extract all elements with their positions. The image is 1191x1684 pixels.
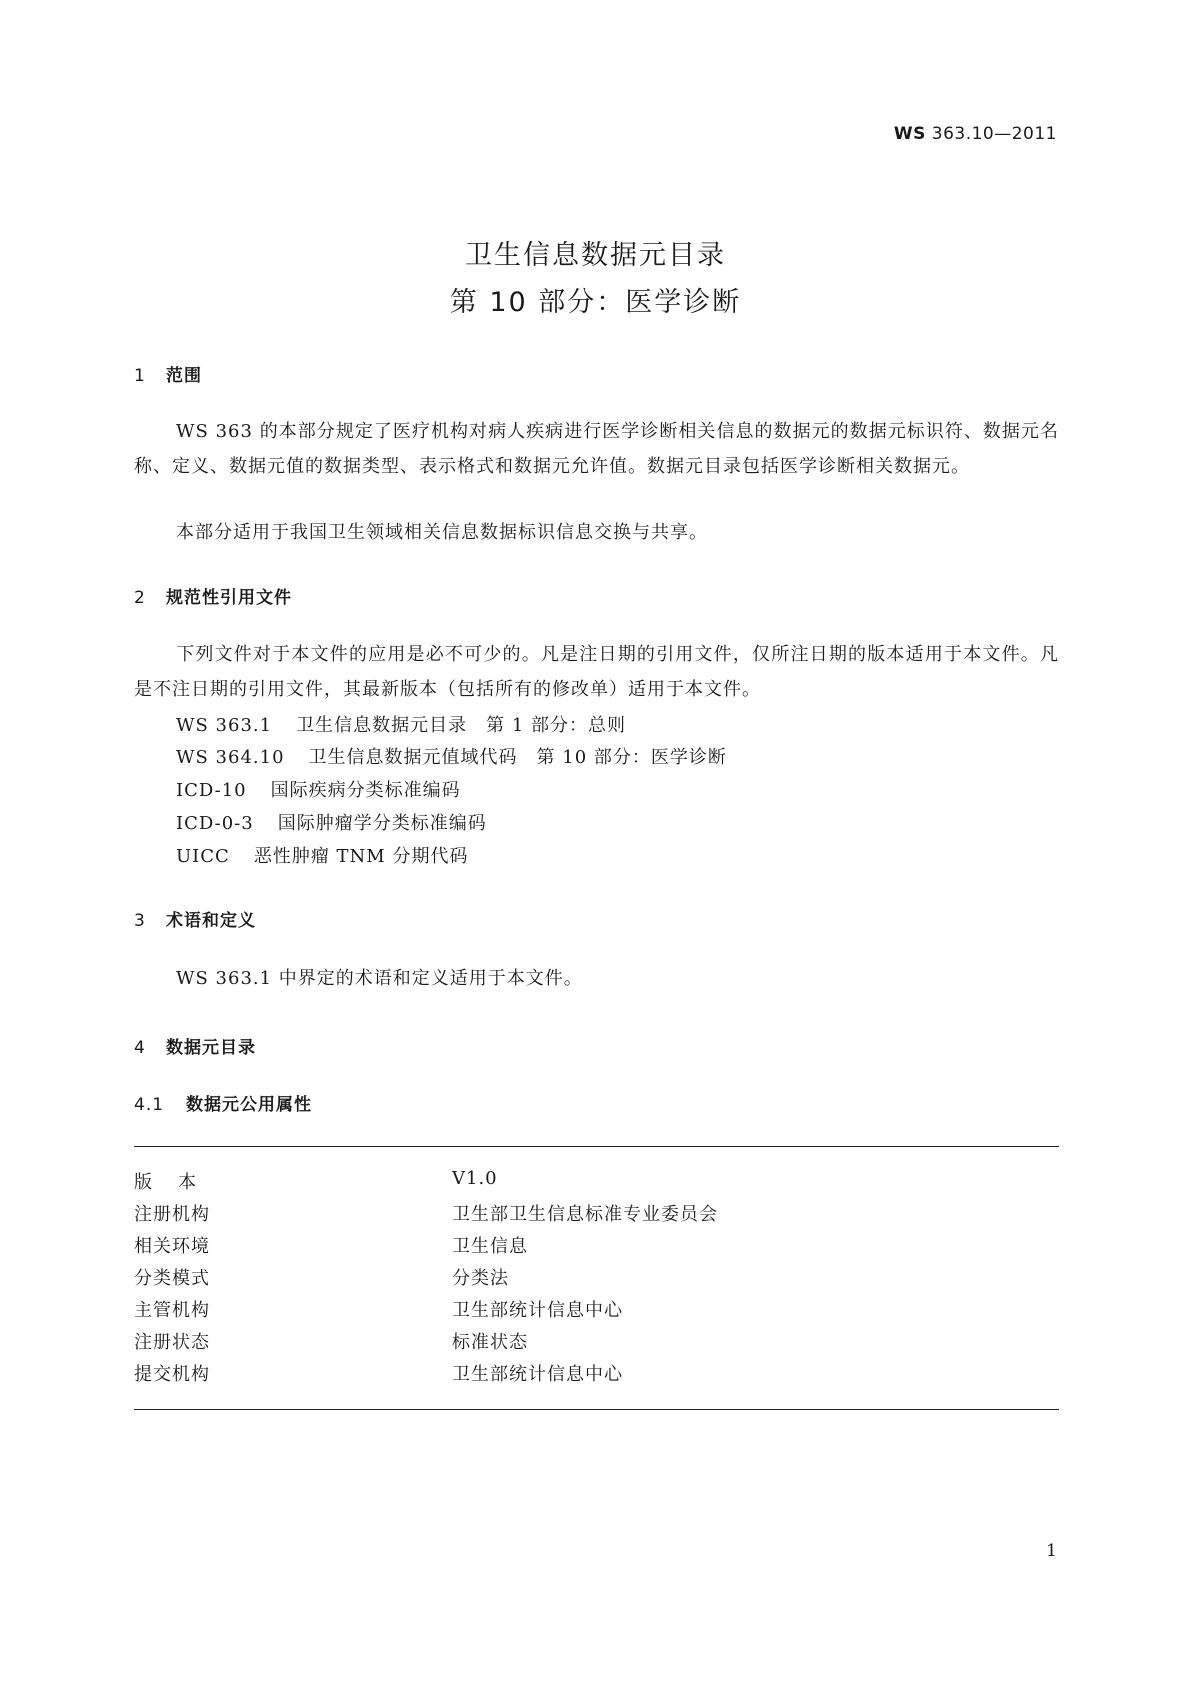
- attribute-key: 提交机构: [134, 1364, 210, 1385]
- paragraph-text: 下列文件对于本文件的应用是必不可少的。凡是注日期的引用文件，仅所注日期的版本适用于本文件。凡是不注日期的引用文件，其最新版本（包括所有的修改单）适用于本文件。: [134, 644, 1059, 700]
- section-1-paragraph-2: [134, 515, 1059, 550]
- section-3-heading: [134, 906, 256, 931]
- paragraph-text: 本部分适用于我国卫生领域相关信息数据标识信息交换与共享。: [176, 522, 708, 543]
- attribute-key: 主管机构: [134, 1300, 210, 1321]
- section-title: 范围: [166, 366, 202, 386]
- reference-title: 卫生信息数据元值域代码 第 10 部分：医学诊断: [308, 747, 727, 768]
- attribute-key: 版本: [134, 1172, 222, 1193]
- reference-title: 国际疾病分类标准编码: [270, 780, 461, 801]
- standard-code-number: 363.10—2011: [931, 124, 1057, 144]
- section-title: 术语和定义: [166, 911, 256, 931]
- attribute-value: 卫生信息: [452, 1236, 528, 1257]
- paragraph-text: WS 363.1 中界定的术语和定义适用于本文件。: [176, 968, 583, 989]
- document-subtitle: 第 10 部分：医学诊断: [449, 287, 742, 318]
- section-number: 3: [134, 911, 146, 931]
- section-2-intro: [134, 637, 1059, 707]
- table-top-rule: [134, 1146, 1059, 1147]
- reference-code: WS 364.10: [176, 747, 285, 768]
- section-number: 4.1: [134, 1095, 165, 1115]
- paragraph-text: WS 363 的本部分规定了医疗机构对病人疾病进行医学诊断相关信息的数据元的数据元标识符、数据元名称、定义、数据元值的数据类型、表示格式和数据元允许值。数据元目录包括医学诊断相关数据元。: [134, 421, 1059, 477]
- section-title: 数据元目录: [166, 1038, 256, 1058]
- attribute-value: 卫生部卫生信息标准专业委员会: [452, 1204, 718, 1225]
- attribute-key: 注册状态: [134, 1332, 210, 1353]
- reference-code: ICD-0-3: [176, 813, 254, 834]
- document-title: 卫生信息数据元目录: [465, 240, 726, 271]
- reference-title: 恶性肿瘤 TNM 分期代码: [253, 846, 469, 867]
- section-1-paragraph-1: [134, 414, 1059, 484]
- standard-code: [894, 124, 1057, 144]
- reference-item: [176, 711, 626, 737]
- attribute-value: 卫生部统计信息中心: [452, 1364, 623, 1385]
- attribute-key: 注册机构: [134, 1204, 210, 1225]
- section-4-heading: [134, 1033, 256, 1058]
- section-number: 1: [134, 366, 146, 386]
- reference-code: ICD-10: [176, 780, 247, 801]
- reference-code: WS 363.1: [176, 715, 273, 736]
- attribute-value: V1.0: [452, 1168, 498, 1189]
- section-number: 4: [134, 1038, 146, 1058]
- section-number: 2: [134, 588, 146, 608]
- section-3-paragraph: [134, 961, 1059, 996]
- attribute-value: 分类法: [452, 1268, 509, 1289]
- section-2-heading: [134, 583, 292, 608]
- section-4-1-heading: [134, 1090, 312, 1115]
- section-title: 规范性引用文件: [166, 588, 292, 608]
- reference-code: UICC: [176, 846, 230, 867]
- reference-item: [176, 842, 468, 868]
- attribute-value: 标准状态: [452, 1332, 528, 1353]
- section-title: 数据元公用属性: [186, 1095, 312, 1115]
- attribute-key: 分类模式: [134, 1268, 210, 1289]
- page-number: 1: [1046, 1541, 1057, 1561]
- attribute-key: 相关环境: [134, 1236, 210, 1257]
- reference-title: 国际肿瘤学分类标准编码: [277, 813, 487, 834]
- attribute-value: 卫生部统计信息中心: [452, 1300, 623, 1321]
- reference-item: [176, 743, 727, 769]
- reference-item: [176, 809, 487, 835]
- section-1-heading: [134, 361, 202, 386]
- table-bottom-rule: [134, 1409, 1059, 1410]
- reference-item: [176, 776, 461, 802]
- reference-title: 卫生信息数据元目录 第 1 部分：总则: [296, 715, 626, 736]
- standard-code-prefix: WS: [893, 124, 926, 144]
